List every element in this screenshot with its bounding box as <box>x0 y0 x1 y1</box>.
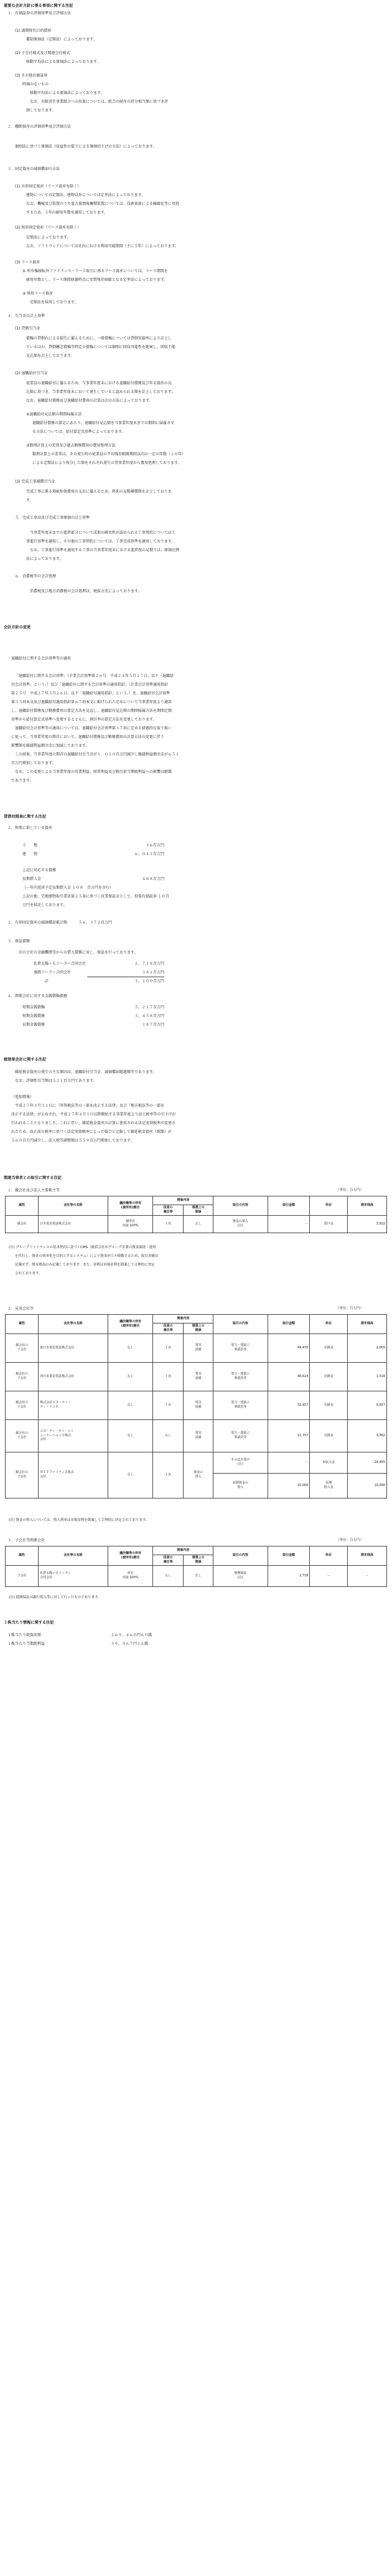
body-text: 基準から給付算定式基準へ変更するとともに、割引率の算定方法を変更しております。 <box>11 717 157 722</box>
section-title-tax-effect: 税効果会計に関する注記 <box>4 1058 47 1062</box>
cell-torihiki: 電力・建築工 事請負等 <box>213 1419 268 1452</box>
header-cell: 役員の 兼任等 <box>153 1324 183 1334</box>
item-heading: ３．固定資産の減価償却の方法 <box>7 167 60 171</box>
cell-torihiki: 債務保証 (注) <box>213 1565 268 1586</box>
cell-zandaka: 24,455 <box>347 1452 386 1473</box>
cell-company: 日本電信電話株式会社 <box>39 1215 108 1233</box>
cell-kamoku: 売掛金 <box>310 1419 348 1452</box>
cell-ratio: 所有 直接 100% <box>108 1565 153 1586</box>
body-text: ているほか、貸倒懸念債権等特定の債権については個別に回収可能性を勘案し、回収不能 <box>26 345 175 349</box>
table-row <box>6 1391 387 1419</box>
body-text: 万円を供託しております。 <box>22 903 67 907</box>
sub-heading: (1) 満期保有目的債券 <box>15 29 52 33</box>
per-share-value: ３９，９６７円１６銭 <box>111 1642 149 1646</box>
cell-jigyou: 電気 設備 <box>183 1362 213 1391</box>
table-note: (注) 債務保証は銀行借入等に対して行ったものであります。 <box>9 1596 101 1599</box>
cell-kamoku: － <box>310 1565 348 1586</box>
body-text: 影響額を繰越利益剰余金に加減しております。 <box>11 744 90 748</box>
payable-value: １８７百万円 <box>141 1023 164 1027</box>
body-text: 時価のないもの <box>22 82 49 87</box>
header-cell: 関係内容 <box>153 1546 213 1555</box>
body-text: し、退職給付債務及び勤務費用の算定方法を見直し、退職給付見込額の期間帰属方法を期間定額 <box>11 709 172 713</box>
cell-yakuin: １名 <box>153 1452 183 1498</box>
header-cell: 役員の 兼任等 <box>153 1555 183 1566</box>
cell-company: 佐倉太陽ヶ丘ソーラー 合同会社 <box>39 1565 108 1586</box>
body-text: （一年内返済予定長期借入金 １０８ 百万円を含む） <box>22 886 113 890</box>
body-text: による定額法により按分した額をそれぞれ発生の翌事業年度から費用処理しております。 <box>32 461 182 465</box>
body-text: れたため、改正前の税率に基づく法定実効税率によった場合と比較して繰延税金資産（純額）が <box>11 1130 172 1134</box>
payable-value: ３，４５８百万円 <box>134 1014 164 1018</box>
body-text: 繰延税金資産の発生の主な原因は、退職給付引当金、減価償却超過額等であります。 <box>15 1070 157 1074</box>
header-cell: 関係内容 <box>153 1315 213 1324</box>
header-cell: 属性 <box>6 1546 39 1566</box>
section-title-per-share: １株当たり情報に関する注記 <box>4 1621 54 1625</box>
body-text: 「退職給付に関する会計基準」（企業会計基準第２６号 平成２４年５月１７日。以下「退職給 <box>15 674 174 678</box>
body-text: 行われることとなりました。これに伴い、繰延税金資産の計算に使用される法定実効税率が変更さ <box>11 1121 176 1125</box>
header-cell: 期末残高 <box>347 1196 386 1216</box>
asset-label: 建 物 <box>22 852 38 856</box>
item-heading: １．有価証券の評価基準及び評価方法 <box>7 11 72 16</box>
cell-kamoku: 売掛金 <box>310 1391 348 1419</box>
cell-zandaka: 3,562 <box>347 1419 386 1452</box>
header-cell: 議決権等の所有 (被所有)割合 <box>108 1315 153 1334</box>
cell-kamoku: 長期 借入金 <box>310 1473 348 1498</box>
item-heading: ６．消費税等の会計処理 <box>15 574 57 579</box>
guarantee-total: ３，１００百万円 <box>134 979 164 983</box>
body-text: 第２５号 平成２７年３月２６日。以下「退職給付適用指針」という。）を、退職給付会計基準 <box>11 691 170 696</box>
body-text: なお、工事進行基準を適用する工事の当事業年度末における進捗度の見積りは、原価比例 <box>30 548 180 552</box>
body-text: 従業員の退職給付に備えるため、当事業年度末における退職給付債務及び年金資産の見 <box>26 381 172 386</box>
related-party-table-siblings <box>5 1314 387 1499</box>
sub-heading: (2) 子会社株式及び関連会社株式 <box>15 51 70 55</box>
table-row <box>6 1565 387 1586</box>
header-cell: 事業上の 関係 <box>183 1205 213 1216</box>
cell-company: ＮＴＴファイナンス株式 会社 <box>39 1452 108 1498</box>
sub-heading: (1) 貸倒引当金 <box>15 326 40 331</box>
header-cell: 科目 <box>310 1315 348 1334</box>
cell-ratio: なし <box>108 1362 153 1391</box>
cell-torihiki: 長期資金の 借入 <box>213 1473 268 1498</box>
guarantee-value: ２，７１８百万円 <box>134 962 164 966</box>
body-text: 当事業年度末までの進捗部分について成果の確実性が認められる工事契約については工 <box>30 531 175 535</box>
cell-ratio: なし <box>108 1333 153 1362</box>
item-heading: ２．有形固定資産の減価償却累計額 ５６，３７２百万円 <box>7 921 113 925</box>
cell-zandaka: 9,927 <box>347 1391 386 1419</box>
per-share-value: ２６９，４６０円６０銭 <box>111 1633 152 1637</box>
sub-heading: (2) 無形固定資産（リース資産を除く） <box>15 225 82 230</box>
item-heading: ３．保証債務 <box>7 939 30 944</box>
body-text: 見込額を計上しております。 <box>26 354 75 358</box>
table-note: されております。 <box>15 1272 42 1276</box>
cell-company: エヌ・ティ・ティ・コミ ュニケーションズ株式 会社 <box>39 1419 108 1452</box>
body-text: 消費税及び地方消費税の会計処理は、税抜方式によっております。 <box>30 589 142 594</box>
header-cell: 議決権等の所有 (被所有)割合 <box>108 1196 153 1216</box>
cell-zokusei: 親会社の 子会社 <box>6 1391 39 1419</box>
liability-label: 長期借入金 <box>22 877 42 881</box>
body-text: に従って、当事業年度の期首において、退職給付債務及び勤務費用の計算方法の変更に伴う <box>11 735 164 739</box>
cell-zokusei: 親会社 <box>6 1215 39 1233</box>
cell-jigyou: 電気 設備 <box>183 1419 213 1452</box>
body-text: するため、５年の耐用年数を適用しております。 <box>26 211 108 215</box>
cell-torihiki: 電力・建築工 事請負等 <box>213 1391 268 1419</box>
header-cell: 会社等の名称 <box>39 1546 108 1566</box>
cell-amount: 10,000 <box>268 1473 310 1498</box>
cell-yakuin: なし <box>153 1565 183 1586</box>
header-cell: 事業上の 関係 <box>183 1555 213 1566</box>
cell-torihiki: 電力・建築工 事請負等 <box>213 1333 268 1362</box>
header-cell: 期末残高 <box>347 1546 386 1566</box>
cell-yakuin: １名 <box>153 1333 183 1362</box>
per-share-label: １株当たり当期純利益 <box>7 1642 45 1646</box>
body-text: ①退職給付見込額の期間帰属方法 <box>26 412 82 417</box>
item-heading: ４．関係会社に対する金銭債権債務 <box>7 994 68 998</box>
header-cell: 属性 <box>6 1196 39 1216</box>
table-note: (注) 資金の借入については、借入利率は市場金利を勘案して合理的に決定されております。 <box>9 1518 149 1522</box>
cell-amount: － <box>268 1215 310 1233</box>
cell-kamoku: 預け金 <box>310 1215 348 1233</box>
body-text: であります。 <box>11 779 34 783</box>
header-cell: 取引金額 <box>268 1196 310 1216</box>
body-text: 移動平均法による原価法によっております。 <box>26 60 101 64</box>
cell-kamoku: 売掛金 <box>310 1333 348 1362</box>
header-cell: 属性 <box>6 1315 39 1334</box>
unit-label: （単位：百万円） <box>336 1538 364 1542</box>
body-text: 百万円増加しております。 <box>11 761 56 765</box>
cell-amount: 46,624 <box>268 1362 310 1391</box>
sub-heading: (2) 退職給付引当金 <box>15 371 48 376</box>
cell-amount: 32,917 <box>268 1391 310 1419</box>
body-text: 上記の他、宅地建物取引業法第２５条に基づく営業保証金として、投資有価証券 １０百 <box>22 894 169 899</box>
asset-label: 土 地 <box>22 843 38 848</box>
cell-ratio: なし <box>108 1419 153 1452</box>
sub-heading: (3) 完成工事補償引当金 <box>15 480 55 484</box>
body-text: 償却原価法（定額法）によっております。 <box>26 37 97 42</box>
header-cell: 会社等の名称 <box>39 1196 108 1216</box>
body-text: なお、この変更による当事業年度の営業利益、経常利益及び税引前当期純利益への影響は軽微 <box>15 770 172 774</box>
part-heading: ２．兄弟会社等 <box>7 1307 34 1311</box>
cell-kamoku: 未収入金 <box>310 1452 348 1473</box>
body-text: 改正する法律」が公布され、平成２７年４月１日以降開始する事業年度より法人税率等の引下げが <box>11 1112 176 1117</box>
liability-value: ４８８百万円 <box>141 877 164 881</box>
body-text: 定額法によっております。 <box>26 235 71 240</box>
cell-yakuin: １名 <box>153 1362 183 1391</box>
cell-ratio: なし <box>108 1391 153 1419</box>
header-cell: 関係内容 <box>153 1196 213 1205</box>
guarantee-company: 佐倉太陽ヶ丘ソーラー合同会社 <box>34 962 86 966</box>
cell-zokusei: 親会社の 子会社 <box>6 1419 39 1452</box>
unit-label: （単位：百万円） <box>336 1307 364 1310</box>
header-cell: 議決権等の所有 (被所有)割合 <box>108 1546 153 1566</box>
cell-jigyou: なし <box>183 1215 213 1233</box>
receivable-value: ５，２１７百万円 <box>134 1005 164 1010</box>
cell-zokusei: 子会社 <box>6 1565 39 1586</box>
cell-yakuin: なし <box>153 1419 183 1452</box>
guarantee-company: 盛岡ソーラー合同会社 <box>34 970 72 975</box>
cell-amount: － <box>268 1452 310 1473</box>
body-text: 事進行基準を適用し、その他の工事契約については、工事完成基準を適用しております。 <box>26 539 175 544</box>
body-text: 法によっております。 <box>26 557 63 561</box>
cell-jigyou: 資金の 預入 <box>183 1452 213 1498</box>
cell-jigyou: 電気 設備 <box>183 1333 213 1362</box>
per-share-label: １株当たり純資産額 <box>7 1633 42 1637</box>
body-text: 平成２７年３月３１日に「所得税法等の一部を改正する法律」及び「地方税法等の一部を <box>15 1104 165 1108</box>
section-title-related-party: 関連当事者との取引に関する注記 <box>4 1176 62 1180</box>
body-text: 個別法に基づく原価法（収益性の低下による簿価切下げの方法）によっております。 <box>15 144 157 149</box>
section-title-policy-change: 会計方針の変更 <box>4 625 31 630</box>
cell-yakuin: １名 <box>153 1215 183 1233</box>
unit-label: （単位：百万円） <box>336 1188 364 1192</box>
cell-zandaka: 1,314 <box>347 1362 386 1391</box>
cell-torihiki: 資金の預入 (注) <box>213 1215 268 1233</box>
cell-jigyou: 電気 設備 <box>183 1391 213 1419</box>
table-note: を代行し、資金の効率化を目的とするシステム）により資金が日々移動するため、取引金額は <box>15 1254 159 1258</box>
cell-company: 西日本電信電話株式会社 <box>39 1362 108 1391</box>
header-cell: 取引金額 <box>268 1546 310 1566</box>
table-note: 記載せず、期末残高のみ記載しております。また、金利は市場金利を勘案して合理的に決定 <box>15 1263 155 1267</box>
body-text: この結果、当事業年度の期首の退職給付引当金が１，０１０百万円減少し繰越利益剰余金が６５１ <box>15 752 180 757</box>
part-heading: １．親会社及び法人主要株主等 <box>7 1188 60 1193</box>
body-text: ② 無形リース資産 <box>22 291 53 296</box>
body-text: 上記に対応する債務 <box>22 868 57 873</box>
body-text: なお、機械及び装置のうち電力量情報蓄積装置については、技術革新による陳腐化等に対処 <box>26 202 179 206</box>
payable-label: 短期金銭債務 <box>22 1014 45 1018</box>
cell-kamoku: 売掛金 <box>310 1362 348 1391</box>
sub-heading: (3) リース資産 <box>15 260 40 265</box>
body-text: 込額に基づき、当事業年度末において発生していると認められる額を計上しております。 <box>26 390 175 394</box>
cell-ratio: 被所有 直接 100% <box>108 1215 153 1233</box>
body-text: なお、有限責任事業組合への出資については、組合の財産の持分相当額に基づき評 <box>30 100 168 104</box>
header-cell: 会社等の名称 <box>39 1315 108 1334</box>
body-text: 次の会社の金融機関等からの借入債務に対し、保証を行っております。 <box>19 950 138 955</box>
table-row <box>6 1215 387 1233</box>
body-text: 退職給付会計基準等の適用については、退職給付会計基準第３７項に定める経過的な取り扱い <box>15 726 172 731</box>
body-text: なお、退職給付債務及び退職給付費用の計算は次の方法によっております。 <box>26 399 153 403</box>
cell-zandaka: 10,000 <box>347 1473 386 1498</box>
body-text: ５６０百万円減少し、法人税等調整額は５５９百万円増加しております。 <box>11 1139 134 1143</box>
cell-amount: 2,718 <box>268 1565 310 1586</box>
payable-label: 長期金銭債務 <box>22 1023 45 1027</box>
body-text: ① 所有権移転外ファイナンス・リース取引に係るリース資産については、リース期間を <box>22 269 168 273</box>
body-text: 退職給付債務の算定にあたり、退職給付見込額を当事業年度末までの期間に帰属させ <box>32 421 175 425</box>
cell-company: 東日本電信電話株式会社 <box>39 1333 108 1362</box>
body-text: 第３５項本文及び退職給付適用指針第６７項本文に掲げられた定めについて当事業年度より適用 <box>11 700 172 704</box>
cell-torihiki: 電力・建築工 事請負等 <box>213 1362 268 1391</box>
body-text: 耐用年数とし、リース期間経過時点に実質残存価値となる定率法によっております。 <box>26 278 168 282</box>
receivable-label: 短期金銭債権 <box>22 1005 45 1010</box>
header-cell: 役員の 兼任等 <box>153 1205 183 1216</box>
cell-zandaka: － <box>347 1565 386 1586</box>
sub-heading: (1) 有形固定資産（リース資産を除く） <box>15 184 82 189</box>
body-text: なお、ソフトウェアについては社内における利用可能期間（主に５年）によっております。 <box>26 244 179 249</box>
cell-amount: 11,757 <box>268 1419 310 1452</box>
header-cell: 取引の内容 <box>213 1196 268 1216</box>
body-text: （追加情報） <box>11 1095 34 1099</box>
body-text: 建物については定額法、建物以外については定率法によっております。 <box>26 193 146 197</box>
header-cell: 取引の内容 <box>213 1546 268 1566</box>
body-text: 完成工事に係る瑕疵担保費用の支出に備えるため、将来の見積補償額を計上しておりま <box>26 490 172 494</box>
section-title-balance-sheet: 貸借対照表に関する注記 <box>4 815 47 819</box>
body-text: 数理計算上の差異は、その発生時の従業員の平均残存勤務期間以内の一定の年数（１０年） <box>32 452 186 457</box>
body-text: ②数理計算上の差異及び過去勤務費用の費用処理方法 <box>26 443 116 448</box>
guarantee-value: ３８１百万円 <box>141 970 164 975</box>
cell-ratio: なし <box>108 1452 153 1498</box>
guarantee-total-label: 計 <box>45 979 49 983</box>
table-note: (注) グループファイナンスの基本契約に基づくCMS（統括会社がグループ企業の資金調達・運用 <box>9 1246 156 1249</box>
cell-zokusei: 親会社の 子会社 <box>6 1333 39 1362</box>
cell-zandaka: 2,003 <box>347 1333 386 1362</box>
asset-value: ３６百万円 <box>145 843 164 848</box>
header-cell: 取引金額 <box>268 1315 310 1334</box>
cell-zokusei: 親会社の 子会社 <box>6 1362 39 1391</box>
item-heading: ５．完成工事高及び完成工事原価の計上基準 <box>15 516 90 520</box>
cell-torihiki: そのほか預け (注) <box>213 1452 268 1473</box>
asset-value: ６，０４１百万円 <box>134 852 164 856</box>
body-text: 定額法を採用しております。 <box>30 300 78 305</box>
body-text: 移動平均法による原価法によっております。 <box>30 91 105 95</box>
header-cell: 取引の内容 <box>213 1315 268 1334</box>
part-heading: ３．子会社等関係会社 <box>7 1538 45 1543</box>
table-row <box>6 1362 387 1391</box>
header-cell: 科目 <box>310 1546 348 1566</box>
header-cell: 期末残高 <box>347 1315 386 1334</box>
item-heading: ４．引当金の計上基準 <box>7 314 45 318</box>
cell-yakuin: １名 <box>153 1391 183 1419</box>
cell-zandaka: 3,922 <box>347 1215 386 1233</box>
header-cell: 事業上の 関係 <box>183 1324 213 1334</box>
body-text: 価しております。 <box>26 108 56 113</box>
table-row <box>6 1452 387 1473</box>
cell-zokusei: 親会社の 子会社 <box>6 1452 39 1498</box>
related-party-table-subsidiary <box>5 1546 387 1587</box>
item-heading: ２．棚卸資産の評価基準及び評価方法 <box>7 125 72 129</box>
body-text: る方法については、給付算定式基準によっております。 <box>32 430 126 434</box>
header-cell: 科目 <box>310 1196 348 1216</box>
item-heading: １．担保に供している資産 <box>7 826 53 830</box>
cell-jigyou: なし <box>183 1565 213 1586</box>
section-title-accounting-policies: 重要な会計方針に係る事項に関する注記 <box>4 4 73 8</box>
sub-heading: ・退職給付に関する会計基準等の適用 <box>7 656 72 661</box>
related-party-table-parent <box>5 1196 387 1233</box>
table-row <box>6 1419 387 1452</box>
cell-amount: 49,470 <box>268 1333 310 1362</box>
table-row <box>6 1333 387 1362</box>
body-text: 付会計基準」という。）及び「退職給付に関する会計基準の適用指針」（企業会計基準適用指針 <box>11 683 169 687</box>
cell-company: 株式会社エヌ・ティ・ ティ・ドコモ <box>39 1391 108 1419</box>
sub-heading: (3) その他有価証券 <box>15 73 48 78</box>
body-text: す。 <box>26 498 34 503</box>
body-text: 債権の貸倒れによる損失に備えるために、一般債権については貸倒実績率により計上し <box>26 336 172 341</box>
body-text: なお、評価性引当額は５２１百万円であります。 <box>15 1079 97 1083</box>
